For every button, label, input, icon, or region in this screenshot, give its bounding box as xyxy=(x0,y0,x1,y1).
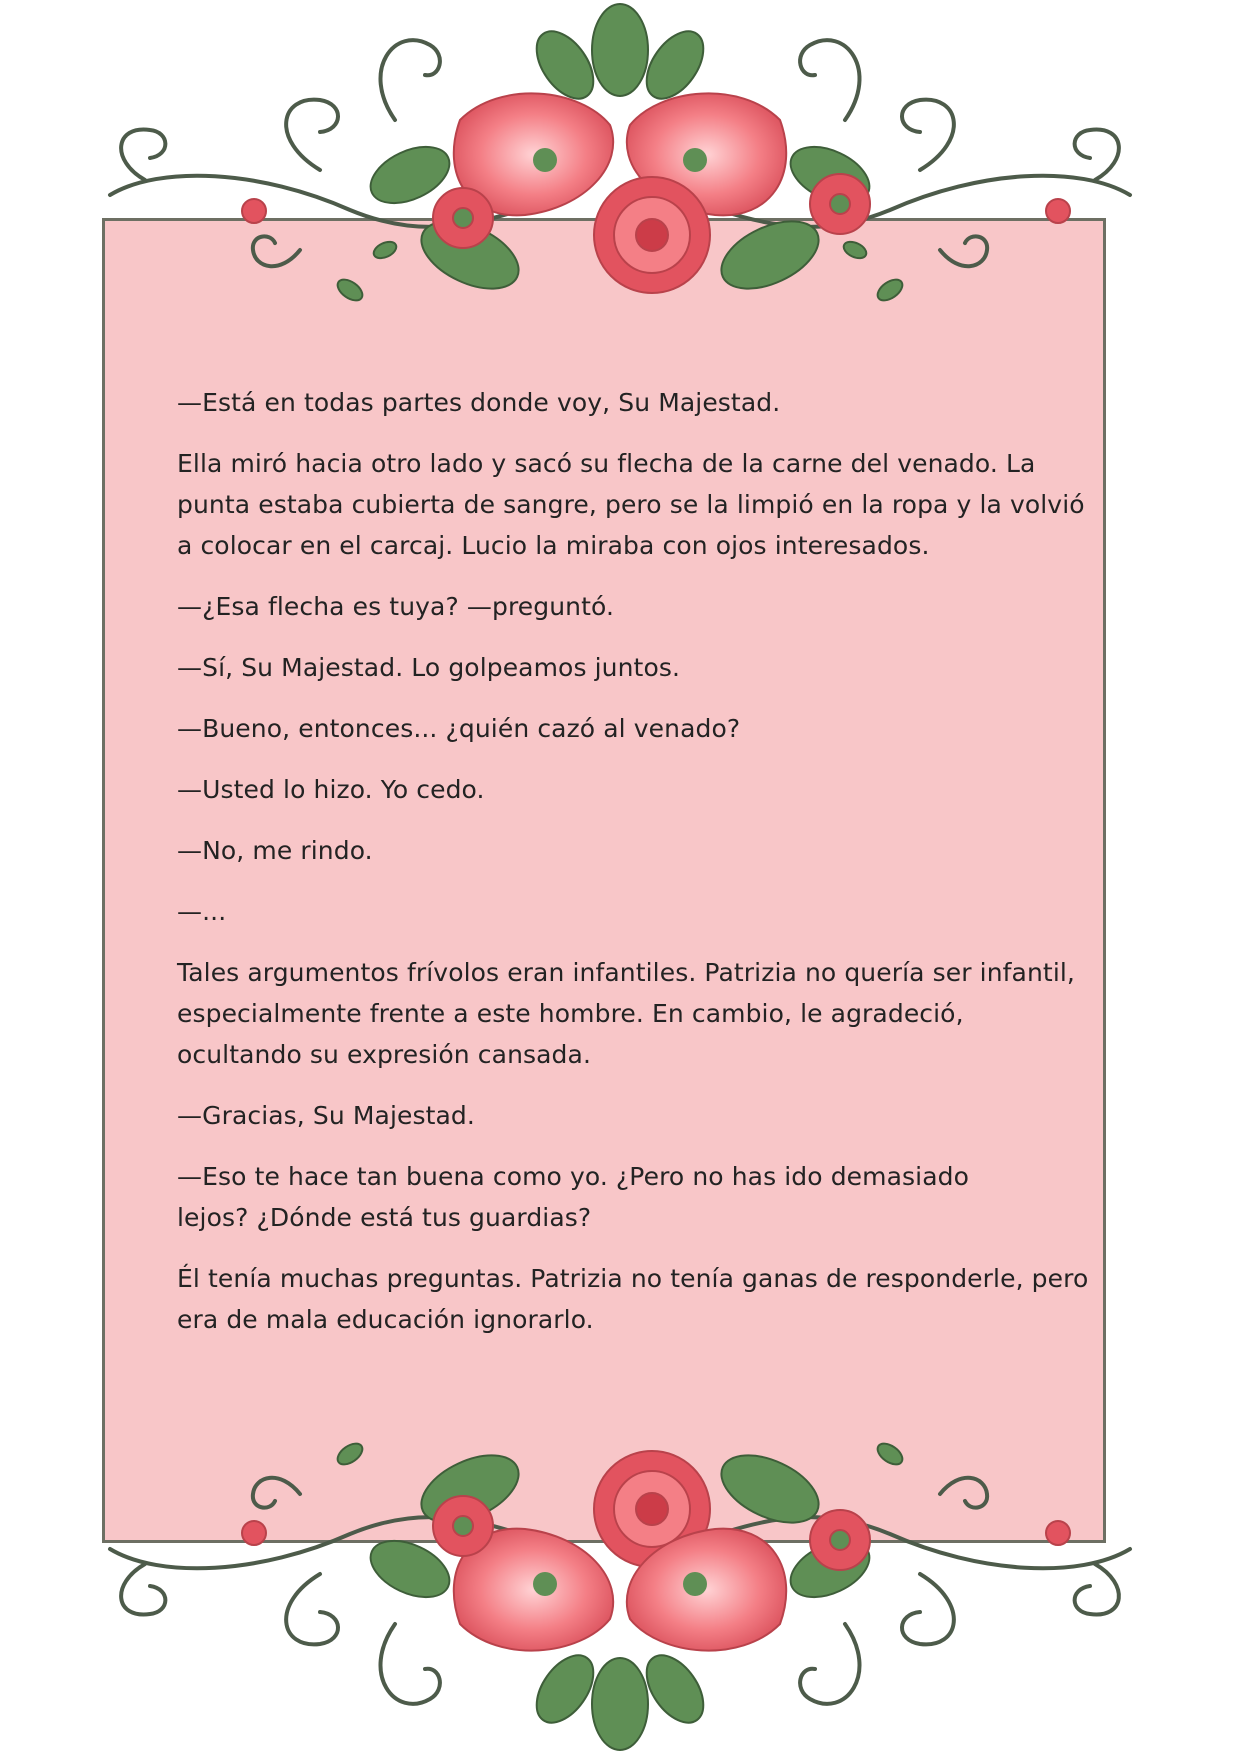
paragraph-3 xyxy=(177,586,1077,627)
paragraph-4 xyxy=(177,647,1077,688)
paragraph-line: lejos? ¿Dónde está tus guardias? xyxy=(177,1203,592,1232)
paragraph-line: especialmente frente a este hombre. En cambio, le agradeció, xyxy=(177,999,964,1028)
paragraph-12 xyxy=(177,1258,1089,1340)
paragraph-line: —Bueno, entonces... ¿quién cazó al venado? xyxy=(177,714,741,743)
paragraph-1 xyxy=(177,382,1077,423)
paragraph-line: —Eso te hace tan buena como yo. ¿Pero no has ido demasiado xyxy=(177,1162,969,1191)
paragraph-11 xyxy=(177,1156,1077,1238)
paragraph-line: —Usted lo hizo. Yo cedo. xyxy=(177,775,485,804)
paragraph-line: ocultando su expresión cansada. xyxy=(177,1040,591,1069)
paragraph-9 xyxy=(177,952,1077,1075)
paragraph-line: Ella miró hacia otro lado y sacó su flecha de la carne del venado. La xyxy=(177,449,1036,478)
paragraph-line: punta estaba cubierta de sangre, pero se la limpió en la ropa y la volvió xyxy=(177,490,1085,519)
paragraph-5 xyxy=(177,708,1077,749)
paragraph-line: —Gracias, Su Majestad. xyxy=(177,1101,475,1130)
paragraph-line: Él tenía muchas preguntas. Patrizia no tenía ganas de responderle, pero xyxy=(177,1264,1089,1293)
paragraph-line: era de mala educación ignorarlo. xyxy=(177,1305,594,1334)
paragraph-6 xyxy=(177,769,1077,810)
paragraph-7 xyxy=(177,830,1077,871)
paragraph-2 xyxy=(177,443,1085,566)
paragraph-line: —¿Esa flecha es tuya? —preguntó. xyxy=(177,592,615,621)
paragraph-line: a colocar en el carcaj. Lucio la miraba con ojos interesados. xyxy=(177,531,930,560)
paragraph-line: —Está en todas partes donde voy, Su Majestad. xyxy=(177,388,781,417)
paragraph-line: —... xyxy=(177,897,227,926)
paragraph-line: —Sí, Su Majestad. Lo golpeamos juntos. xyxy=(177,653,681,682)
paragraph-line: —No, me rindo. xyxy=(177,836,373,865)
paragraph-10 xyxy=(177,1095,1077,1136)
paragraph-line: Tales argumentos frívolos eran infantiles. Patrizia no quería ser infantil, xyxy=(177,958,1075,987)
paragraph-8 xyxy=(177,891,1077,932)
story-text xyxy=(177,382,1089,1360)
